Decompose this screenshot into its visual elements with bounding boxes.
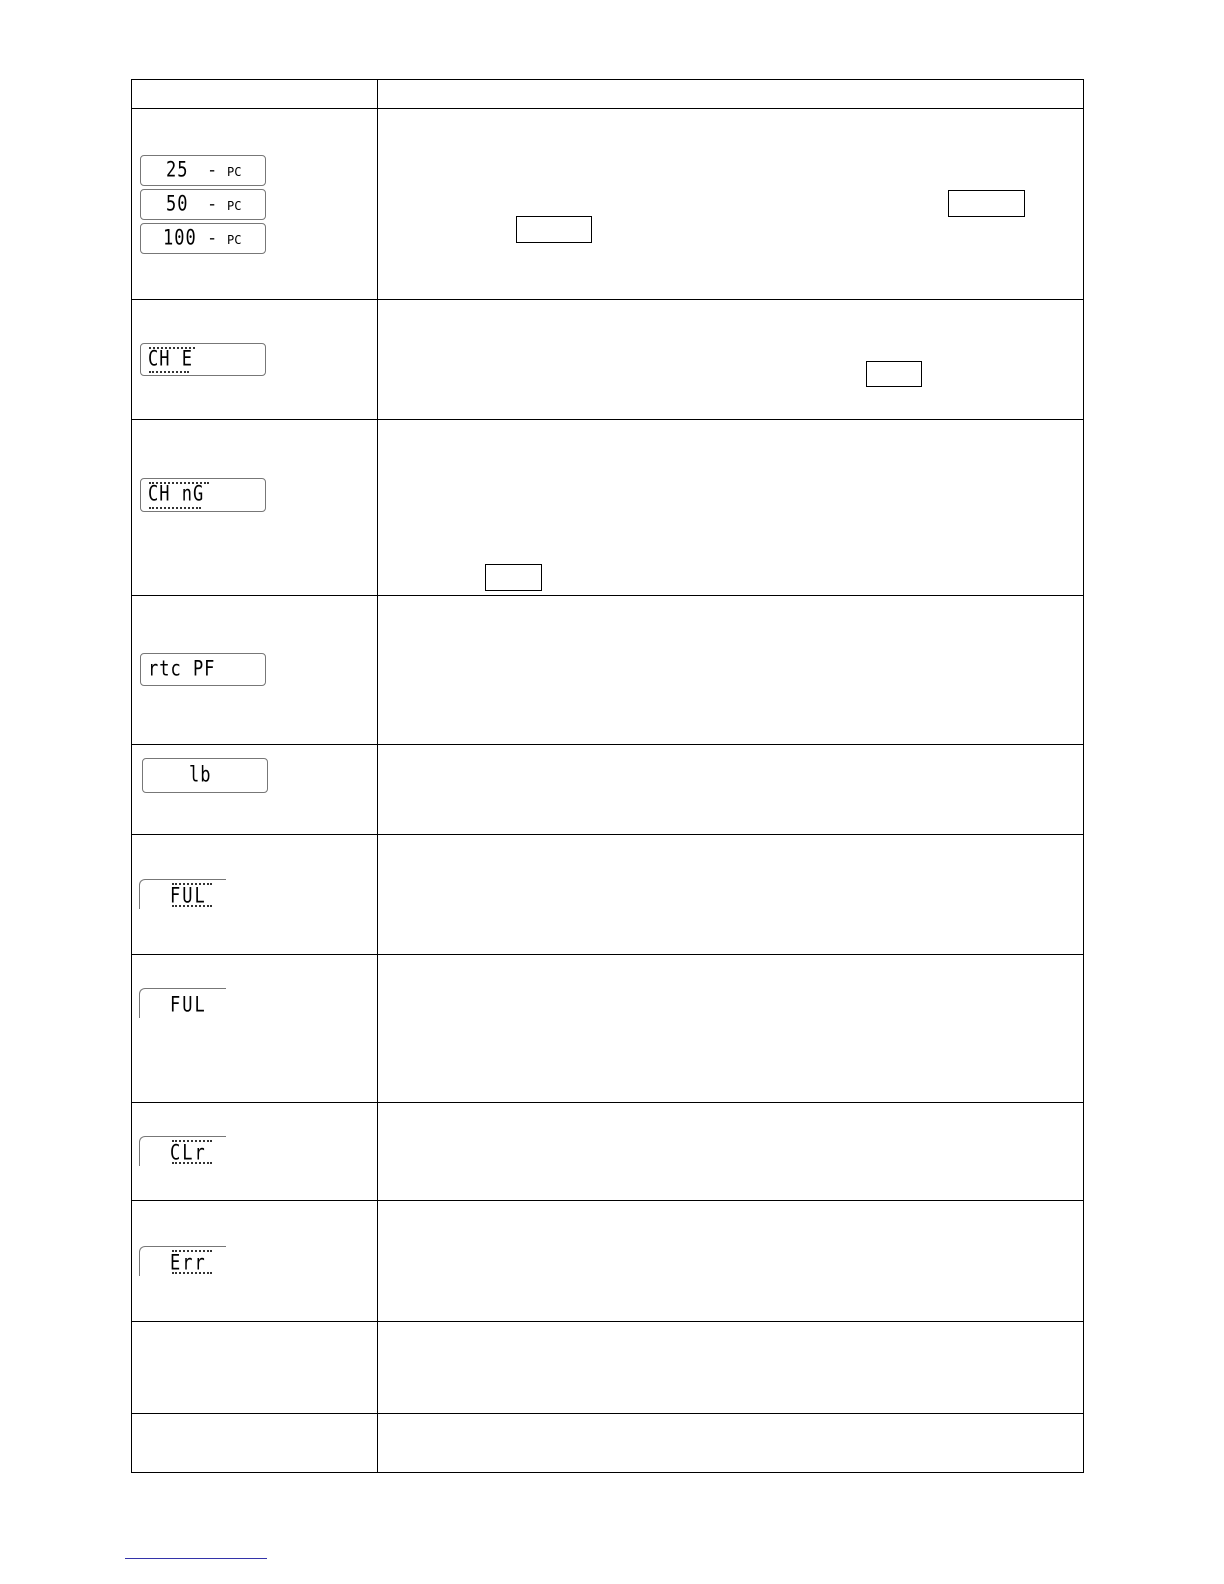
row-divider	[132, 834, 1083, 835]
lcd-dash: -	[207, 160, 218, 180]
lcd-unit: PC	[227, 232, 242, 247]
lcd-segment-dots	[149, 371, 189, 373]
lcd-display-rtc-pf	[140, 653, 266, 686]
lcd-display-ful	[139, 988, 226, 1018]
row-divider	[132, 1200, 1083, 1201]
lcd-value: CLr	[170, 1140, 207, 1166]
lcd-value: FUL	[170, 883, 207, 909]
row-divider	[132, 1413, 1083, 1414]
lcd-dash: -	[207, 228, 218, 248]
lcd-unit: PC	[227, 198, 242, 213]
row-divider	[132, 744, 1083, 745]
lcd-value: 100	[163, 225, 197, 251]
lcd-display-50pc	[140, 189, 266, 220]
lcd-display-ful-dotted	[139, 879, 226, 909]
lcd-value: Err	[170, 1250, 207, 1276]
lcd-segment-dots	[149, 507, 201, 509]
lcd-display-err	[139, 1246, 226, 1276]
lcd-unit: PC	[227, 164, 242, 179]
error-code-table	[131, 79, 1084, 1473]
row-divider	[132, 1321, 1083, 1322]
lcd-display-lb	[142, 758, 268, 793]
lcd-segment-dots	[172, 905, 212, 907]
key-symbol-box	[485, 564, 542, 591]
footer-link-underline[interactable]	[125, 1558, 267, 1559]
row-divider	[132, 299, 1083, 300]
lcd-segment-dots	[172, 1162, 212, 1164]
lcd-value: CH E	[148, 346, 193, 372]
lcd-dash: -	[207, 194, 218, 214]
key-symbol-box	[948, 190, 1025, 217]
row-divider	[132, 1102, 1083, 1103]
row-divider	[132, 419, 1083, 420]
lcd-display-clr	[139, 1136, 226, 1166]
lcd-display-100pc	[140, 223, 266, 254]
lcd-value: 50	[166, 191, 189, 217]
column-divider	[377, 80, 378, 1472]
row-divider	[132, 595, 1083, 596]
lcd-value: CH nG	[148, 481, 205, 507]
row-divider	[132, 954, 1083, 955]
lcd-value: rtc PF	[148, 656, 216, 682]
lcd-value: FUL	[170, 992, 207, 1018]
key-symbol-box	[516, 216, 592, 243]
lcd-value: 25	[166, 157, 189, 183]
row-divider	[132, 108, 1083, 109]
lcd-display-ch-ng	[140, 478, 266, 512]
lcd-segment-dots	[172, 1272, 212, 1274]
lcd-display-25pc	[140, 155, 266, 186]
lcd-display-ch-e	[140, 343, 266, 376]
key-symbol-box	[866, 361, 922, 387]
lcd-value: lb	[189, 762, 212, 788]
